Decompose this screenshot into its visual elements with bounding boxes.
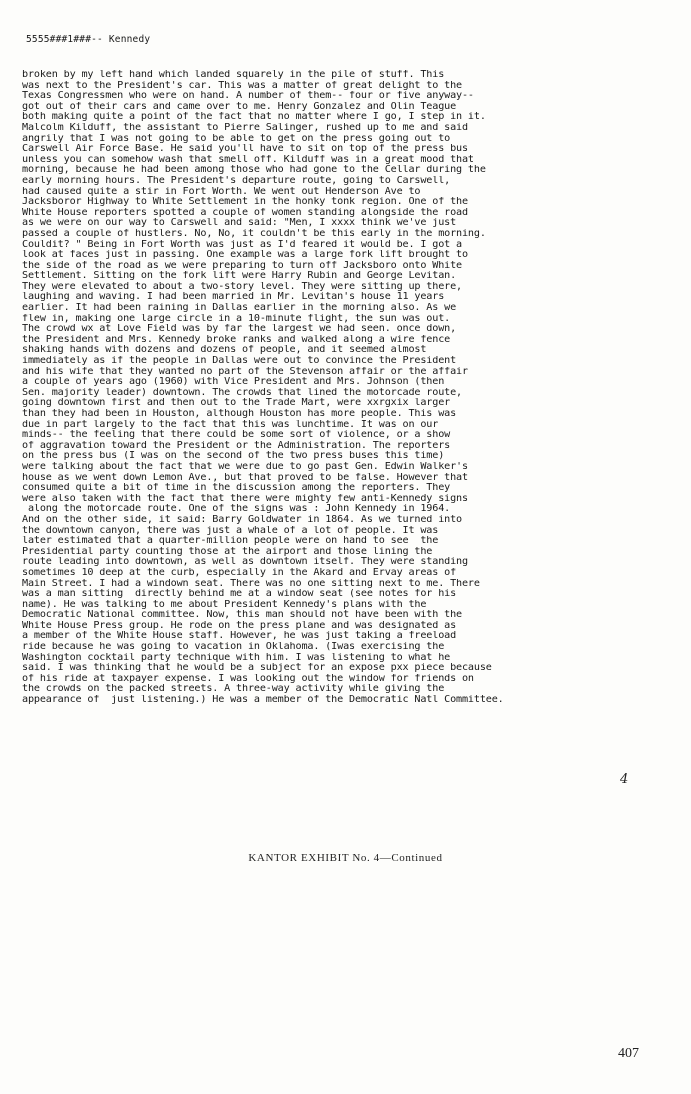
text-line: along the motorcade route. One of the signs was : John Kennedy in 1964. <box>22 504 451 515</box>
text-line: laughing and waving. I had been married in Mr. Levitan's house 11 years <box>22 292 445 303</box>
text-line: a member of the White House staff. However, he was just taking a freeload <box>22 631 457 642</box>
text-line: and his wife that they wanted no part of the Stevenson affair or the affair <box>22 366 468 377</box>
page-number: 407 <box>618 1046 639 1061</box>
text-line: morning, because he had been among those who had gone to the Cellar during the <box>22 165 486 176</box>
text-line: the crowds on the packed streets. A three-way activity while giving the <box>22 684 445 695</box>
text-line: the President and Mrs. Kennedy broke ranks and walked along a wire fence <box>22 334 451 345</box>
text-line: were talking about the fact that we were due to go past Gen. Edwin Walker's <box>22 461 468 472</box>
text-line: due in part largely to the fact that this was lunchtime. It was on our <box>22 419 439 430</box>
text-line: And on the other side, it said: Barry Goldwater in 1864. As we turned into <box>22 514 462 525</box>
text-line: Washington cocktail party technique with him. I was listening to what he <box>22 652 451 663</box>
text-line: Sen. majority leader) downtown. The crowds that lined the motorcade route, <box>22 387 462 398</box>
text-line: route leading into downtown, as well as downtown itself. They were standing <box>22 557 468 568</box>
text-line: Malcolm Kilduff, the assistant to Pierre Salinger, rushed up to me and said <box>22 122 468 133</box>
text-line: immediately as if the people in Dallas were out to convince the President <box>22 356 457 367</box>
text-line: were also taken with the fact that there were mighty few anti-Kennedy signs <box>22 493 468 504</box>
text-line: got out of their cars and came over to me. Henry Gonzalez and Olin Teague <box>22 101 457 112</box>
text-line: Main Street. I had a windown seat. There was no one sitting next to me. There <box>22 578 480 589</box>
text-line: early morning hours. The President's departure route, going to Carswell, <box>22 175 451 186</box>
text-line: later estimated that a quarter-million people were on hand to see the <box>22 536 439 547</box>
text-line: of his ride at taxpayer expense. I was looking out the window for friends on <box>22 673 474 684</box>
text-line: minds-- the feeling that there could be some sort of violence, or a show <box>22 430 451 441</box>
text-line: going downtown first and then out to the Trade Mart, were xxrgxix larger <box>22 398 451 409</box>
text-line: shaking hands with dozens and dozens of people, and it seemed almost <box>22 345 427 356</box>
text-line: was a man sitting directly behind me at a window seat (see notes for his <box>22 589 457 600</box>
text-line: the downtown canyon, there was just a whale of a lot of people. It was <box>22 525 439 536</box>
text-line: as we were on our way to Carswell and said: "Men, I xxxx think we've just <box>22 218 457 229</box>
text-line: sometimes 10 deep at the curb, especially in the Akard and Ervay areas of <box>22 567 457 578</box>
text-line: Jacksboror Highway to White Settlement in the honky tonk region. One of the <box>22 197 468 208</box>
text-line: ride because he was going to vacation in Oklahoma. (Iwas exercising the <box>22 642 445 653</box>
text-line: The crowd wx at Love Field was by far the largest we had seen. once down, <box>22 324 457 335</box>
text-line: passed a couple of hustlers. No, No, it couldn't be this early in the morning. <box>22 228 486 239</box>
text-line: White House Press group. He rode on the press plane and was designated as <box>22 620 457 631</box>
text-line: look at faces just in passing. One example was a large fork lift brought to <box>22 250 468 261</box>
text-line: appearance of just listening.) He was a member of the Democratic Natl Committee. <box>22 695 504 706</box>
text-line: Settlement. Sitting on the fork lift were Harry Rubin and George Levitan. <box>22 271 457 282</box>
text-line: the side of the road as we were preparing to turn off Jacksboro onto White <box>22 260 462 271</box>
document-header: 5555###1###-- Kennedy <box>26 34 151 45</box>
text-line: name). He was talking to me about President Kennedy's plans with the <box>22 599 427 610</box>
text-line: Couldit? " Being in Fort Worth was just as I'd feared it would be. I got a <box>22 239 462 250</box>
text-line: unless you can somehow wash that smell off. Kilduff was in a great mood that <box>22 154 474 165</box>
handwritten-mark: 4 <box>620 772 629 787</box>
text-line: earlier. It had been raining in Dallas earlier in the morning also. As we <box>22 303 457 314</box>
text-line: Presidential party counting those at the airport and those lining the <box>22 546 433 557</box>
exhibit-caption: KANTOR EXHIBIT No. 4—Continued <box>248 852 443 864</box>
text-line: Democratic National committee. Now, this man should not have been with the <box>22 610 462 621</box>
text-line: of aggravation toward the President or the Administration. The reporters <box>22 440 451 451</box>
text-line: had caused quite a stir in Fort Worth. We went out Henderson Ave to <box>22 186 421 197</box>
text-line: They were elevated to about a two-story level. They were sitting up there, <box>22 281 462 292</box>
text-line: Carswell Air Force Base. He said you'll have to sit on top of the press bus <box>22 144 468 155</box>
text-line: on the press bus (I was on the second of the two press buses this time) <box>22 451 445 462</box>
text-line: house as we went down Lemon Ave., but that proved to be false. However that <box>22 472 468 483</box>
text-line: said. I was thinking that he would be a subject for an expose pxx piece because <box>22 663 492 674</box>
text-line: flew in, making one large circle in a 10-minute flight, the sun was out. <box>22 313 451 324</box>
typed-body-text <box>22 70 667 706</box>
text-line: Texas Congressmen who were on hand. A number of them-- four or five anyway-- <box>22 91 474 102</box>
text-line: was next to the President's car. This was a matter of great delight to the <box>22 80 462 91</box>
text-line: both making quite a point of the fact that no matter where I go, I step in it. <box>22 112 486 123</box>
text-line: consumed quite a bit of time in the discussion among the reporters. They <box>22 483 451 494</box>
text-line: than they had been in Houston, although Houston has more people. This was <box>22 409 457 419</box>
text-line: White House reporters spotted a couple of women standing alongside the road <box>22 207 468 218</box>
text-line: angrily that I was not going to be able to get on the press going out to <box>22 133 451 144</box>
text-line: a couple of years ago (1960) with Vice President and Mrs. Johnson (then <box>22 377 445 388</box>
text-line: broken by my left hand which landed squarely in the pile of stuff. This <box>22 70 445 80</box>
